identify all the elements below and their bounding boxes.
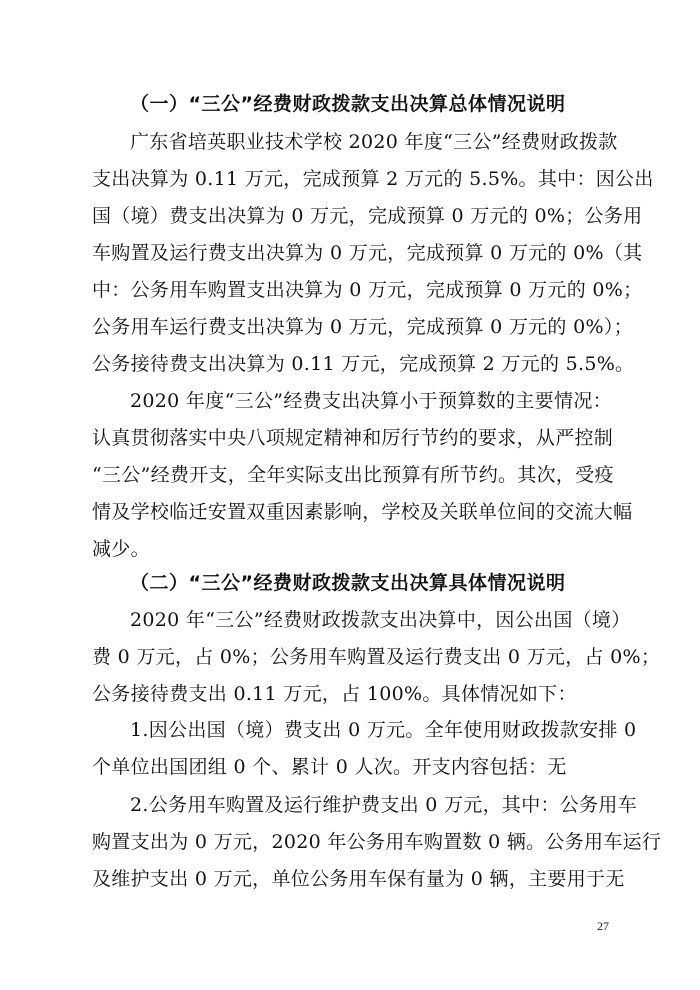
section-2-item-1-line: 1.因公出国（境）费支出 0 万元。全年使用财政拨款安排 0 — [130, 719, 637, 741]
section-1-para-1-line: 公务接待费支出决算为 0.11 万元，完成预算 2 万元的 5.5%。 — [92, 353, 635, 375]
section-1-para-2-line: “三公”经费开支，全年实际支出比预算有所节约。其次，受疫 — [92, 464, 614, 486]
page-number: 27 — [597, 919, 609, 933]
section-1-para-2-line: 情及学校临迁安置双重因素影响，学校及关联单位间的交流大幅 — [92, 501, 633, 523]
section-1-para-2-line: 认真贯彻落实中央八项规定精神和厉行节约的要求，从严控制 — [92, 427, 614, 449]
section-2-item-1-line: 个单位出国团组 0 个、累计 0 人次。开支内容包括：无 — [92, 756, 567, 778]
section-1-heading: （一）“三公”经费财政拨款支出决算总体情况说明 — [130, 93, 566, 115]
section-2-para-1-line: 2020 年“三公”经费财政拨款支出决算中，因公出国（境） — [130, 609, 631, 631]
section-2-item-2-line: 2.公务用车购置及运行维护费支出 0 万元，其中：公务用车 — [130, 794, 637, 816]
section-1-para-2-line: 2020 年度“三公”经费支出决算小于预算数的主要情况： — [130, 390, 612, 412]
section-1-para-1-line: 国（境）费支出决算为 0 万元，完成预算 0 万元的 0%；公务用 — [92, 205, 643, 227]
section-2-item-2-line: 及维护支出 0 万元，单位公务用车保有量为 0 辆，主要用于无 — [92, 868, 625, 890]
section-1-para-1-line: 公务用车运行费支出决算为 0 万元，完成预算 0 万元的 0%）； — [92, 316, 633, 338]
section-2-item-2-line: 购置支出为 0 万元，2020 年公务用车购置数 0 辆。公务用车运行 — [92, 831, 662, 853]
section-1-para-1-line: 中：公务用车购置支出决算为 0 万元，完成预算 0 万元的 0%； — [92, 279, 643, 301]
section-2-heading: （二）“三公”经费财政拨款支出决算具体情况说明 — [130, 572, 566, 594]
section-1-para-1-line: 支出决算为 0.11 万元，完成预算 2 万元的 5.5%。其中：因公出 — [92, 168, 654, 190]
section-1-para-1-line: 车购置及运行费支出决算为 0 万元，完成预算 0 万元的 0%（其 — [92, 242, 643, 264]
section-1-para-1-line: 广东省培英职业技术学校 2020 年度“三公”经费财政拨款 — [130, 131, 618, 153]
section-2-para-1-line: 公务接待费支出 0.11 万元，占 100%。具体情况如下： — [92, 683, 577, 705]
section-2-para-1-line: 费 0 万元，占 0%；公务用车购置及运行费支出 0 万元，占 0%； — [92, 646, 661, 668]
section-1-para-2-line: 减少。 — [92, 538, 150, 560]
